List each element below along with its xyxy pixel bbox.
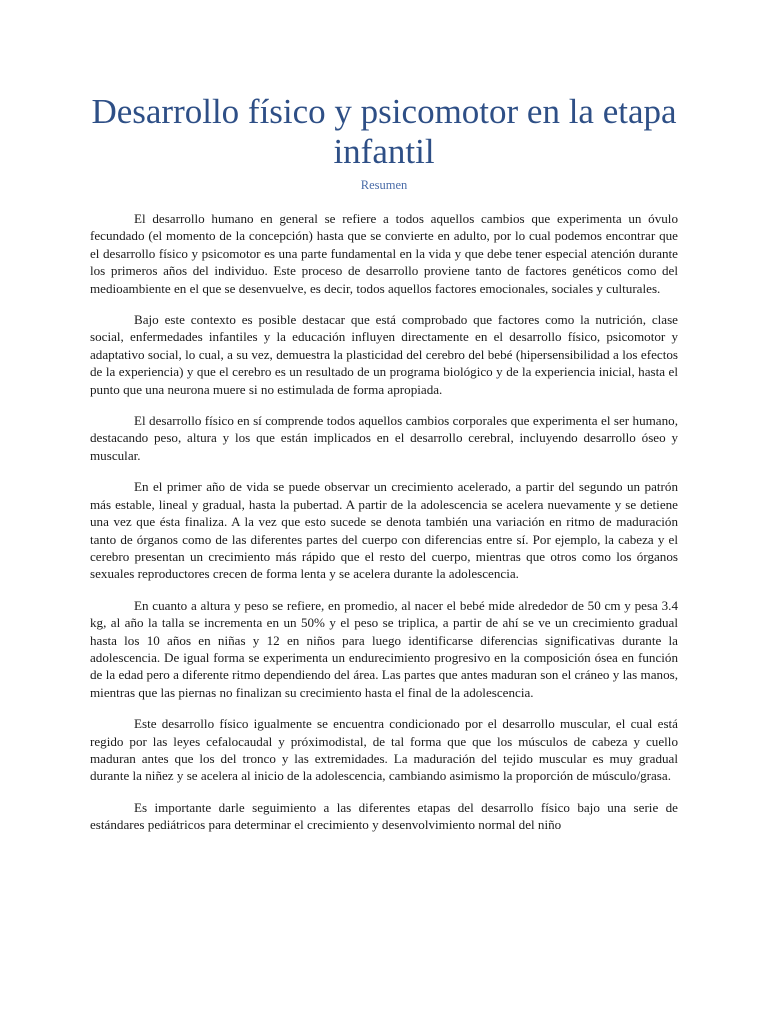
paragraph-5: En cuanto a altura y peso se refiere, en promedio, al nacer el bebé mide alrededor de 50 cm y pesa 3.4 kg, al año la talla se incrementa en un 50% y el peso se triplica, a partir de ahí se ve un crecimiento gradual hasta los 10 años en niñas y 12 en niños para luego identificarse diferencias significativas durante la adolescencia. De igual forma se experimenta un endurecimiento progresivo en la composición ósea en función de la edad pero a diferente ritmo dependiendo del área. Las partes que antes maduran son el cráneo y las manos, mientras que las piernas no finalizan su crecimiento hasta el final de la adolescencia. [90,597,678,700]
document-title: Desarrollo físico y psicomotor en la etapa infantil [91,92,677,171]
paragraph-6: Este desarrollo físico igualmente se encuentra condicionado por el desarrollo muscular, el cual está regido por las leyes cefalocaudal y próximodistal, de tal forma que que los músculos de cabeza y cuello maduran antes que los del tronco y las extremidades. La maduración del tejido muscular es muy gradual durante la niñez y se acelera al inicio de la adolescencia, cambiando asimismo la proporción de músculo/grasa. [90,716,678,784]
document-body [90,210,678,834]
paragraph-7: Es importante darle seguimiento a las diferentes etapas del desarrollo físico bajo una serie de estándares pediátricos para determinar el crecimiento y desenvolvimiento normal del niño [90,799,678,833]
paragraph-3: El desarrollo físico en sí comprende todos aquellos cambios corporales que experimenta el ser humano, destacando peso, altura y los que están implicados en el desarrollo cerebral, incluyendo desarrollo óseo y muscular. [90,413,678,463]
paragraph-1: El desarrollo humano en general se refiere a todos aquellos cambios que experimenta un óvulo fecundado (el momento de la concepción) hasta que se convierte en adulto, por lo cual podemos encontrar que el desarrollo físico y psicomotor es una parte fundamental en la vida y que debe tener especial atención durante los primeros años del individuo. Este proceso de desarrollo proviene tanto de factores genéticos como del medioambiente en el que se desenvuelve, es decir, todos aquellos factores emocionales, sociales y culturales. [90,211,678,296]
paragraph-2: Bajo este contexto es posible destacar que está comprobado que factores como la nutrición, clase social, enfermedades infantiles y la educación influyen directamente en el desarrollo físico, psicomotor y adaptativo social, lo cual, a su vez, demuestra la plasticidad del cerebro del bebé (hipersensibilidad a los efectos de la experiencia) y que el cerebro es un resultado de un programa biológico y de la experiencia inicial, hasta el punto que una neurona muere si no estimulada de forma apropiada. [90,312,678,397]
document-subtitle: Resumen [360,178,408,192]
paragraph-4: En el primer año de vida se puede observar un crecimiento acelerado, a partir del segundo un patrón más estable, lineal y gradual, hasta la pubertad. A partir de la adolescencia se acelera nuevamente y se detiene una vez que ésta finaliza. A la vez que esto sucede se denota también una variación en ritmo de maduración tanto de órganos como de las diferentes partes del cuerpo con diferencias entre sí. Por ejemplo, la cabeza y el cerebro presentan un crecimiento más rápido que el resto del cuerpo, mientras que otros como los órganos sexuales reproductores crecen de forma lenta y se acelera durante la adolescencia. [90,479,678,582]
